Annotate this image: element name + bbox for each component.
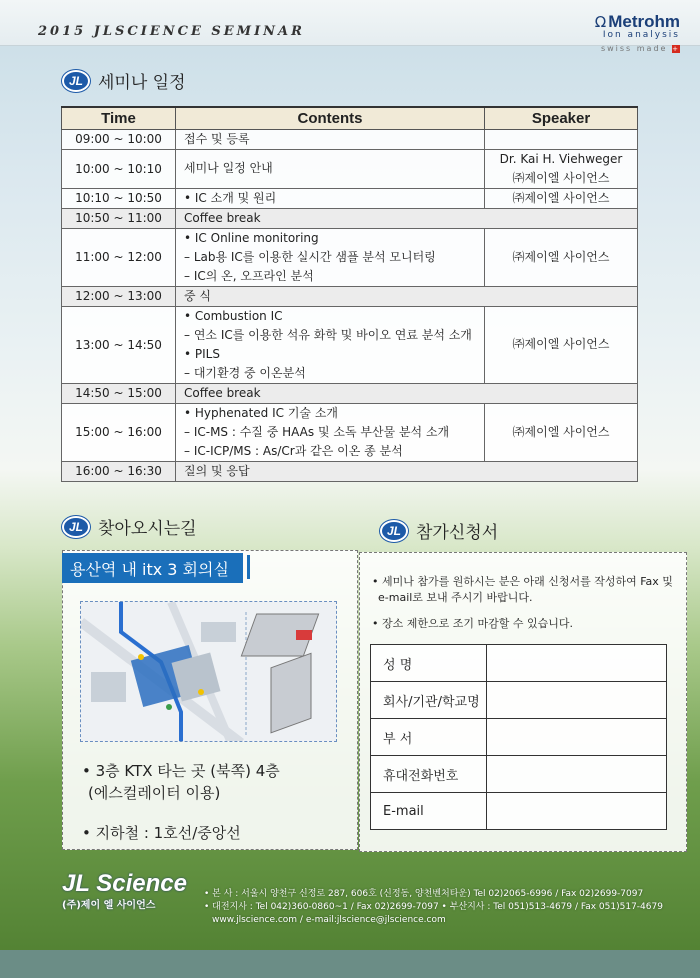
footer-bar [0,950,700,978]
station-label-accent [247,555,250,579]
directions-note-1-line-2: (에스컬레이터 이용) [88,784,221,802]
schedule-table [61,106,638,482]
schedule-row [62,188,638,208]
directions-note-2: • 지하철 : 1호선/중앙선 [82,824,241,842]
form-row-company [371,682,667,719]
brand-tagline: swiss made + [600,44,680,53]
schedule-contents [176,208,638,228]
form-label-company: 회사/기관/학교명 [371,682,487,719]
footer-logo-korean: (주)제이 엘 사이언스 [62,900,156,911]
schedule-header-row [62,107,638,129]
footer-branches: • 대전지사 : Tel 042)360-0860~1 / Fax 02)2699-7097 • 부산지사 : Tel 051)513-4679 / Fax 051)517-4679 [204,902,663,912]
directions-note-1-line-1: • 3층 KTX 타는 곳 (북쪽) 4층 [82,762,280,780]
station-label: 용산역 내 itx 3 회의실 [62,553,243,583]
schedule-contents [176,129,485,149]
company-field[interactable] [487,682,667,719]
schedule-speaker [485,228,638,286]
schedule-contents [176,403,485,461]
schedule-content-line: – IC-ICP/MS : As/Cr과 같은 이온 종 분석 [184,443,403,458]
schedule-contents [176,461,638,481]
schedule-content-line: • Hyphenated IC 기술 소개 [184,405,339,420]
department-field[interactable] [487,719,667,756]
form-row-name [371,645,667,682]
schedule-content-line: Coffee break [184,385,261,400]
schedule-contents [176,228,485,286]
station-map [80,601,337,742]
schedule-speaker-line: ㈜제이엘 사이언스 [512,190,610,205]
schedule-speaker-line: ㈜제이엘 사이언스 [512,249,610,264]
schedule-speaker-line: ㈜제이엘 사이언스 [512,424,610,439]
footer [62,870,688,932]
schedule-row [62,228,638,286]
form-row-phone [371,756,667,793]
schedule-content-line: • IC Online monitoring [184,230,319,245]
schedule-time: 10:50 ~ 11:00 [62,208,176,228]
footer-contact [204,870,663,927]
schedule-contents [176,306,485,383]
schedule-row [62,461,638,481]
name-field[interactable] [487,645,667,682]
registration-note-1 [372,574,673,606]
registration-heading [380,518,498,543]
schedule-content-line: 세미나 일정 안내 [184,161,273,175]
schedule-content-line: 질의 및 응답 [184,463,250,478]
schedule-speaker-line: ㈜제이엘 사이언스 [512,170,610,185]
schedule-speaker [485,129,638,149]
schedule-row [62,403,638,461]
email-field[interactable] [487,793,667,830]
schedule-time: 13:00 ~ 14:50 [62,306,176,383]
swiss-cross-icon: + [672,44,680,53]
schedule-heading [62,68,186,93]
phone-field[interactable] [487,756,667,793]
schedule-row [62,129,638,149]
schedule-row [62,286,638,306]
brand-logo [595,12,680,53]
directions-note-1 [82,760,280,804]
registration-note-1-line-2: e-mail로 보내 주시기 바랍니다. [378,591,533,604]
schedule-content-line: • PILS [184,346,220,361]
schedule-time: 10:10 ~ 10:50 [62,188,176,208]
schedule-content-line: – IC-MS : 수질 중 HAAs 및 소독 부산물 분석 소개 [184,424,450,439]
form-label-name: 성 명 [371,645,487,682]
schedule-row [62,306,638,383]
schedule-time: 16:00 ~ 16:30 [62,461,176,481]
schedule-content-line: 접수 및 등록 [184,131,250,146]
directions-heading [62,514,197,539]
form-label-phone: 휴대전화번호 [371,756,487,793]
schedule-time: 10:00 ~ 10:10 [62,149,176,188]
schedule-speaker [485,403,638,461]
schedule-title: 세미나 일정 [98,73,186,93]
registration-form [370,644,667,830]
schedule-contents [176,188,485,208]
schedule-content-line: • Combustion IC [184,308,283,323]
directions-title: 찾아오시는길 [98,519,197,539]
schedule-speaker-line: Dr. Kai H. Viehweger [499,151,623,166]
jl-badge-icon: JL [62,70,90,92]
form-row-department [371,719,667,756]
registration-note-1-line-1: • 세미나 참가를 원하시는 분은 아래 신청서를 작성하여 Fax 및 [372,575,673,588]
schedule-time: 09:00 ~ 10:00 [62,129,176,149]
schedule-time: 14:50 ~ 15:00 [62,383,176,403]
schedule-row [62,383,638,403]
footer-logo-text: JL Science [62,870,187,897]
form-row-email [371,793,667,830]
schedule-time: 15:00 ~ 16:00 [62,403,176,461]
footer-web[interactable]: www.jlscience.com / e-mail:jlscience@jlscience.com [212,915,446,925]
schedule-time: 11:00 ~ 12:00 [62,228,176,286]
brand-name: Metrohm [608,12,680,31]
registration-title: 참가신청서 [416,523,499,543]
brand-sub: Ion analysis [602,30,680,40]
schedule-content-line: 중 식 [184,288,211,303]
schedule-contents [176,149,485,188]
omega-icon: Ω [594,13,607,31]
schedule-content-line: – IC의 온, 오프라인 분석 [184,268,314,283]
schedule-speaker [485,188,638,208]
schedule-speaker-line: ㈜제이엘 사이언스 [512,337,610,351]
footer-head-office: • 본 사 : 서울시 양천구 신정로 287, 606호 (신정동, 양천벤처타운) Tel 02)2065-6996 / Fax 02)2699-7097 [204,889,644,899]
schedule-content-line: – 연소 IC를 이용한 석유 화학 및 바이오 연료 분석 소개 [184,327,472,342]
schedule-content-line: Coffee break [184,210,261,225]
schedule-speaker [485,306,638,383]
schedule-contents [176,286,638,306]
station-map-graphic [81,602,337,742]
schedule-row [62,208,638,228]
schedule-content-line: • IC 소개 및 원리 [184,190,277,205]
schedule-speaker [485,149,638,188]
schedule-row [62,149,638,188]
seminar-title: 2015 JLSCIENCE SEMINAR [38,24,305,39]
schedule-content-line: – Lab용 IC를 이용한 실시간 샘플 분석 모니터링 [184,249,436,264]
form-label-email: E-mail [371,793,487,830]
form-label-department: 부 서 [371,719,487,756]
schedule-content-line: – 대기환경 중 이온분석 [184,365,306,380]
schedule-contents [176,383,638,403]
footer-logo [62,870,192,911]
column-header-contents: Contents [176,107,485,129]
column-header-time: Time [62,107,176,129]
schedule-time: 12:00 ~ 13:00 [62,286,176,306]
jl-badge-icon: JL [62,516,90,538]
column-header-speaker: Speaker [485,107,638,129]
jl-badge-icon: JL [380,520,408,542]
registration-note-2: • 장소 제한으로 조기 마감할 수 있습니다. [372,617,573,630]
